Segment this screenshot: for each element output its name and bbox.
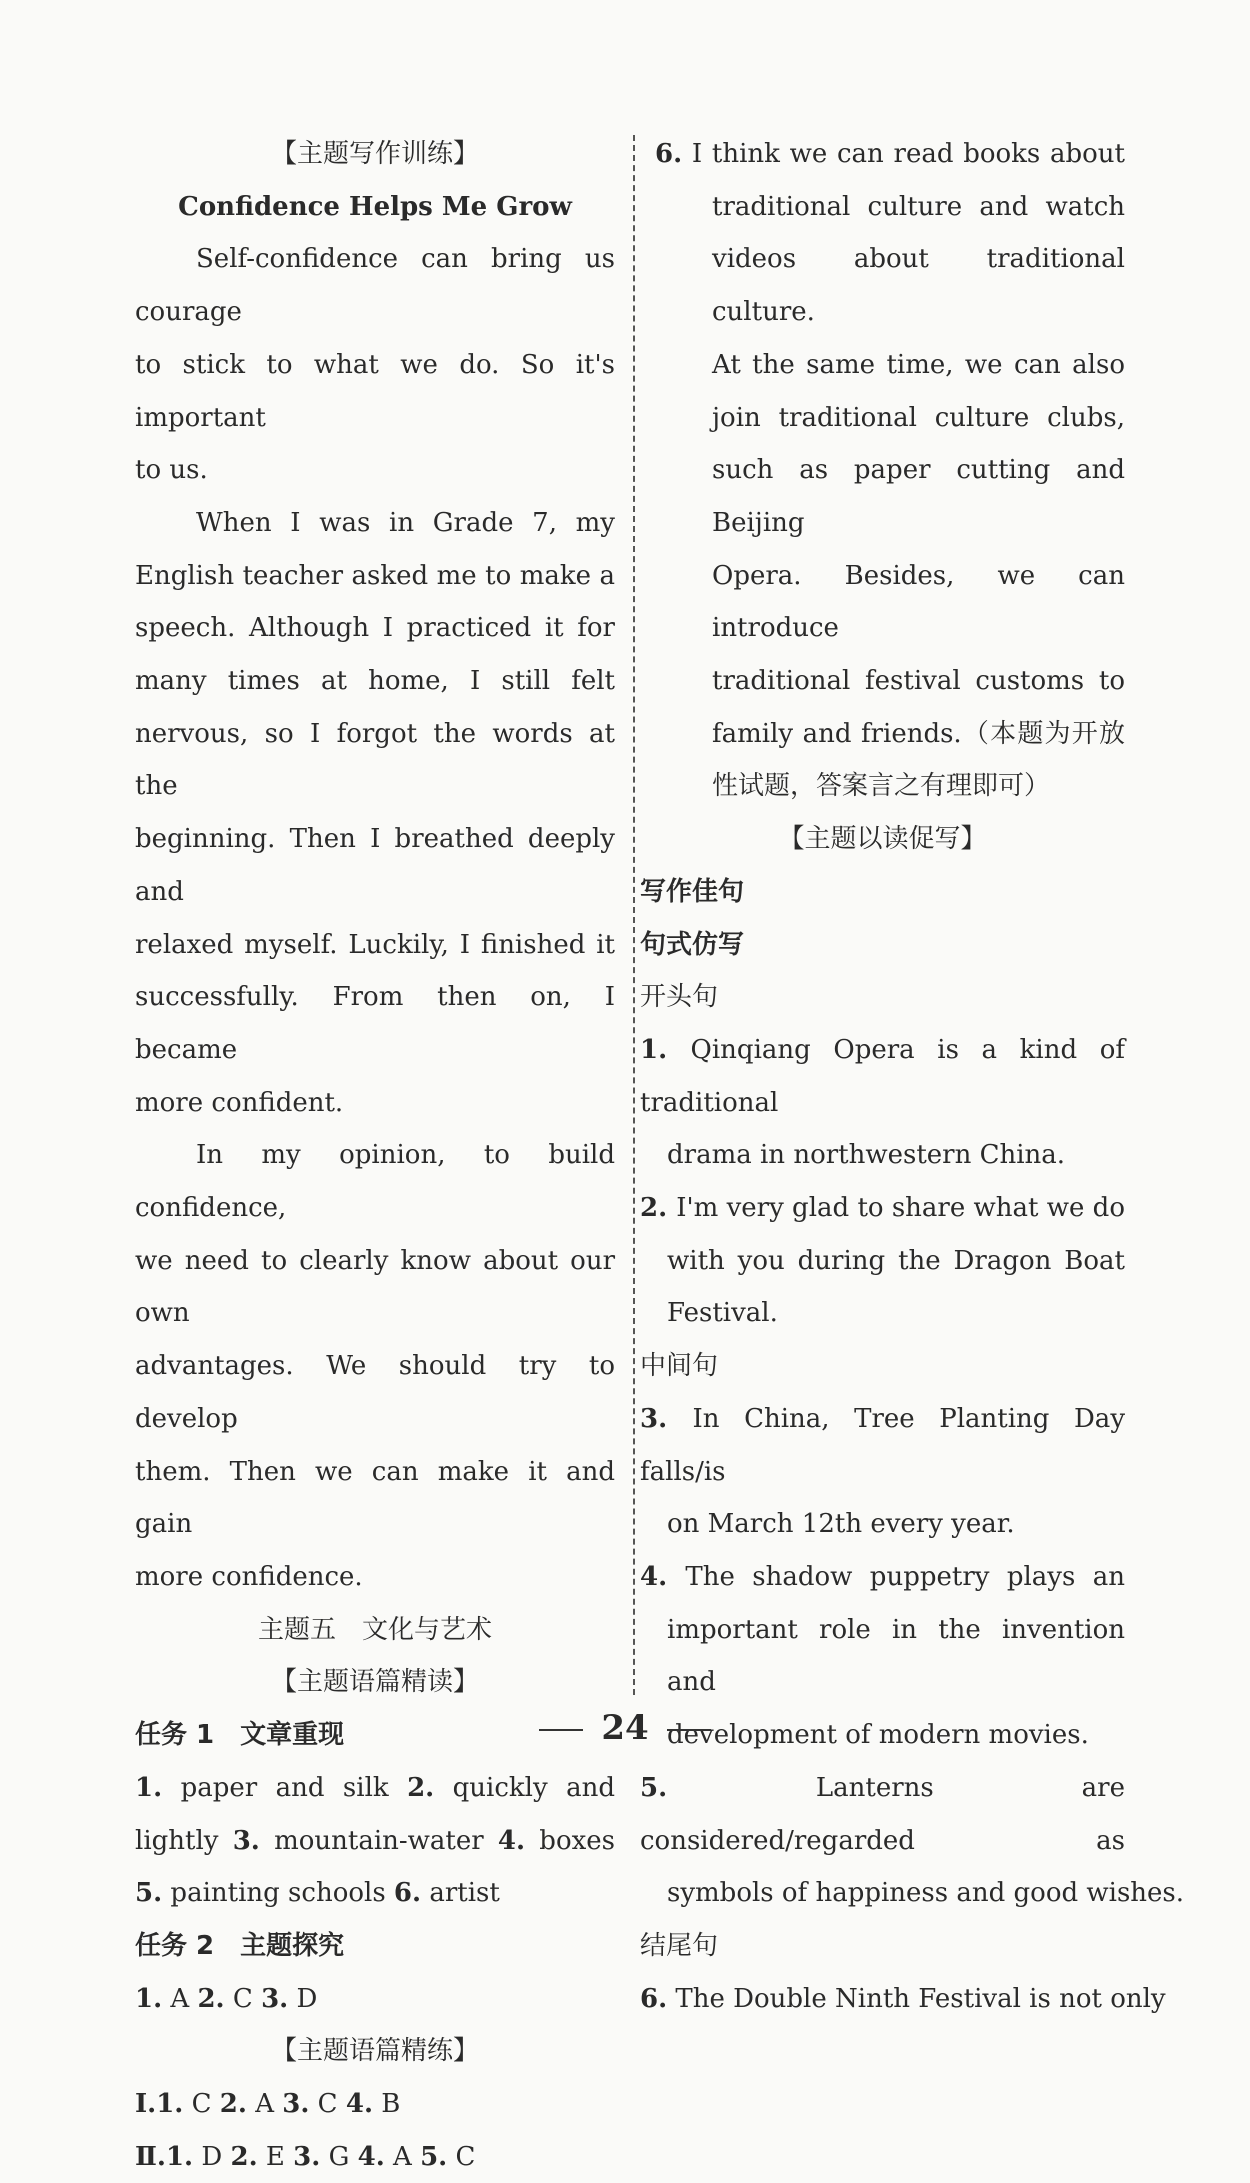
item-number: 6.	[655, 139, 683, 169]
answer-number: 2.	[407, 1772, 435, 1803]
answer-text: A	[162, 1983, 198, 2014]
answer-number: 5.	[420, 2141, 448, 2172]
sentence-text: In China, Tree Planting Day falls/is	[640, 1403, 1126, 1487]
sentence-text: symbols of happiness and good wishes.	[667, 1878, 1185, 1909]
theme-five-heading: 主题五 文化与艺术	[257, 1614, 492, 1645]
item-number: 5.	[640, 1772, 816, 1803]
answer-line	[135, 2078, 615, 2131]
answer-number: 3.	[232, 1825, 260, 1856]
essay-line: When I was in Grade 7, my	[196, 507, 615, 538]
answer-line	[135, 1867, 615, 1920]
answer-number: 3.	[261, 1983, 289, 2014]
essay-line: to us.	[135, 455, 208, 486]
sentence-text: important role in the invention and	[667, 1614, 1125, 1698]
task-1-answers	[135, 1762, 615, 1920]
item-number: 2.	[640, 1193, 677, 1224]
item-text: The Double Ninth Festival is not only	[675, 1983, 1166, 2014]
answer-number: 2.	[230, 2141, 258, 2172]
answer-line: family and friends.（本题为开放	[712, 718, 1125, 749]
answer-text: artist	[421, 1878, 500, 1909]
answer-line: such as paper cutting and Beijing	[712, 455, 1125, 538]
intensive-reading-heading: 【主题语篇精读】	[270, 1667, 479, 1698]
answer-text: E	[257, 2141, 294, 2172]
answer-line: traditional culture and watch	[712, 191, 1125, 222]
item-text: I think we can read books about	[691, 139, 1125, 169]
answer-number: 6.	[393, 1878, 422, 1909]
answer-text: G	[320, 2141, 358, 2172]
answer-text: C	[224, 1983, 262, 2014]
item-number: 3.	[640, 1403, 693, 1434]
sentence-line	[640, 1024, 1125, 1129]
answer-line	[135, 1815, 615, 1868]
answer-number: 3.	[282, 2089, 310, 2120]
essay-line: English teacher asked me to make a	[135, 560, 615, 591]
good-sentences-label: 写作佳句	[640, 876, 745, 907]
answer-text: C	[309, 2089, 346, 2120]
answer-text: lightly	[135, 1825, 233, 1856]
answer-number: 4.	[345, 2089, 374, 2120]
imitation-label: 句式仿写	[640, 929, 745, 960]
answer-line: join traditional culture clubs,	[712, 402, 1125, 433]
answer-text: quickly and	[434, 1772, 615, 1803]
sentence-text: The shadow puppetry plays an	[685, 1561, 1125, 1592]
answer-text: A	[384, 2141, 421, 2172]
essay-line: relaxed myself. Luckily, I finished it	[135, 929, 615, 960]
answer-number: Ⅱ.1.	[135, 2141, 194, 2172]
practice-heading: 【主题语篇精练】	[270, 2036, 479, 2067]
item-number: 4.	[640, 1561, 686, 1592]
answer-text: boxes	[525, 1825, 615, 1856]
sentence-text: Festival.	[667, 1298, 778, 1329]
answer-number: 1.	[135, 1772, 163, 1803]
essay-line: In my opinion, to build confidence,	[135, 1140, 615, 1224]
essay-line: them. Then we can make it and gain	[135, 1456, 615, 1540]
sentence-line	[640, 1762, 1125, 1867]
answer-text: mountain-water	[259, 1825, 498, 1856]
left-column	[135, 128, 615, 2183]
middle-items	[640, 1393, 1185, 1920]
ending-sentence-label: 结尾句	[640, 1930, 719, 1961]
answer-number: 4.	[497, 1825, 526, 1856]
essay-paragraph-3	[135, 1129, 615, 1603]
sentence-line	[640, 1498, 1125, 1551]
sentence-line	[640, 1182, 1125, 1235]
answer-text: paper and silk	[162, 1772, 408, 1803]
essay-paragraph-2	[135, 497, 615, 1129]
read-to-write-heading: 【主题以读促写】	[778, 824, 987, 855]
essay-title: Confidence Helps Me Grow	[178, 191, 572, 222]
sentence-line	[640, 1393, 1125, 1498]
answer-text: D	[193, 2141, 231, 2172]
opening-items	[640, 1024, 1125, 1340]
essay-line: speech. Although I practiced it for	[135, 613, 615, 644]
answer-text: A	[246, 2089, 283, 2120]
essay-line: we need to clearly know about our own	[135, 1245, 615, 1329]
essay-paragraph-1	[135, 233, 615, 497]
answer-line: Opera. Besides, we can introduce	[712, 560, 1125, 644]
answer-line	[135, 1973, 615, 2026]
essay-line: nervous, so I forgot the words at the	[135, 718, 615, 802]
answer-line	[135, 1762, 615, 1815]
answer-line: 性试题，答案言之有理即可）	[712, 771, 1051, 802]
answer-line	[135, 2131, 615, 2183]
answer-number: 1.	[135, 1983, 163, 2014]
item-number: 1.	[640, 1034, 691, 1065]
sentence-text: on March 12th every year.	[667, 1509, 1015, 1540]
sentence-line	[640, 1867, 1185, 1920]
sentence-line	[640, 1287, 1125, 1340]
sentence-text: Qinqiang Opera is a kind of traditional	[640, 1034, 1125, 1118]
answer-number: 4.	[357, 2141, 385, 2172]
practice-answers	[135, 2078, 615, 2183]
page-number	[0, 1708, 1250, 1751]
answer-text: painting schools	[162, 1878, 394, 1909]
answer-text: C	[183, 2089, 220, 2120]
task-2-answers	[135, 1973, 615, 2026]
sentence-line	[640, 1235, 1125, 1288]
sentence-text: drama in northwestern China.	[667, 1140, 1066, 1171]
sentence-text: with you during the Dragon Boat	[667, 1245, 1125, 1276]
answer-text: B	[373, 2089, 401, 2120]
writing-training-heading: 【主题写作训练】	[270, 139, 479, 169]
essay-line: Self-confidence can bring us courage	[135, 244, 615, 328]
essay-line: beginning. Then I breathed deeply and	[135, 824, 615, 907]
answer-number: 3.	[293, 2141, 321, 2172]
essay-line: advantages. We should try to develop	[135, 1351, 615, 1434]
answer-text: C	[447, 2141, 476, 2172]
answer-line: videos about traditional culture.	[712, 244, 1125, 328]
answer-line: traditional festival customs to	[712, 666, 1125, 697]
answer-number: Ⅰ.1.	[135, 2089, 184, 2120]
item-6-body	[640, 181, 1125, 813]
essay-line: successfully. From then on, I became	[135, 982, 615, 1065]
sentence-text: I'm very glad to share what we do	[676, 1193, 1125, 1224]
sentence-text: Lanterns are considered/regarded as	[640, 1772, 1125, 1856]
item-end	[640, 1973, 1166, 2026]
task-2-label: 任务 2 主题探究	[135, 1930, 345, 1961]
column-divider	[633, 135, 635, 1695]
sentence-line	[640, 1551, 1125, 1604]
sentence-line	[640, 1129, 1125, 1182]
essay-line: more confidence.	[135, 1561, 363, 1592]
essay-line: many times at home, I still felt	[135, 666, 615, 697]
essay-line: to stick to what we do. So it's important	[135, 349, 615, 433]
answer-number: 5.	[135, 1878, 163, 1909]
answer-number: 2.	[197, 1983, 225, 2014]
task-1-label: 任务 1 文章重现	[135, 1720, 345, 1751]
answer-number: 2.	[219, 2089, 247, 2120]
page-number-text: 24	[601, 1708, 649, 1748]
opening-sentence-label: 开头句	[640, 982, 719, 1013]
item-6-first-line	[640, 128, 1125, 181]
sentence-text: development of modern movies.	[667, 1720, 1089, 1751]
sentence-line	[640, 1604, 1125, 1709]
item-number: 6.	[640, 1983, 668, 2014]
middle-sentence-label: 中间句	[640, 1351, 719, 1382]
essay-line: more confident.	[135, 1087, 344, 1118]
answer-line: At the same time, we can also	[712, 349, 1125, 380]
answer-text: D	[288, 1983, 318, 2014]
